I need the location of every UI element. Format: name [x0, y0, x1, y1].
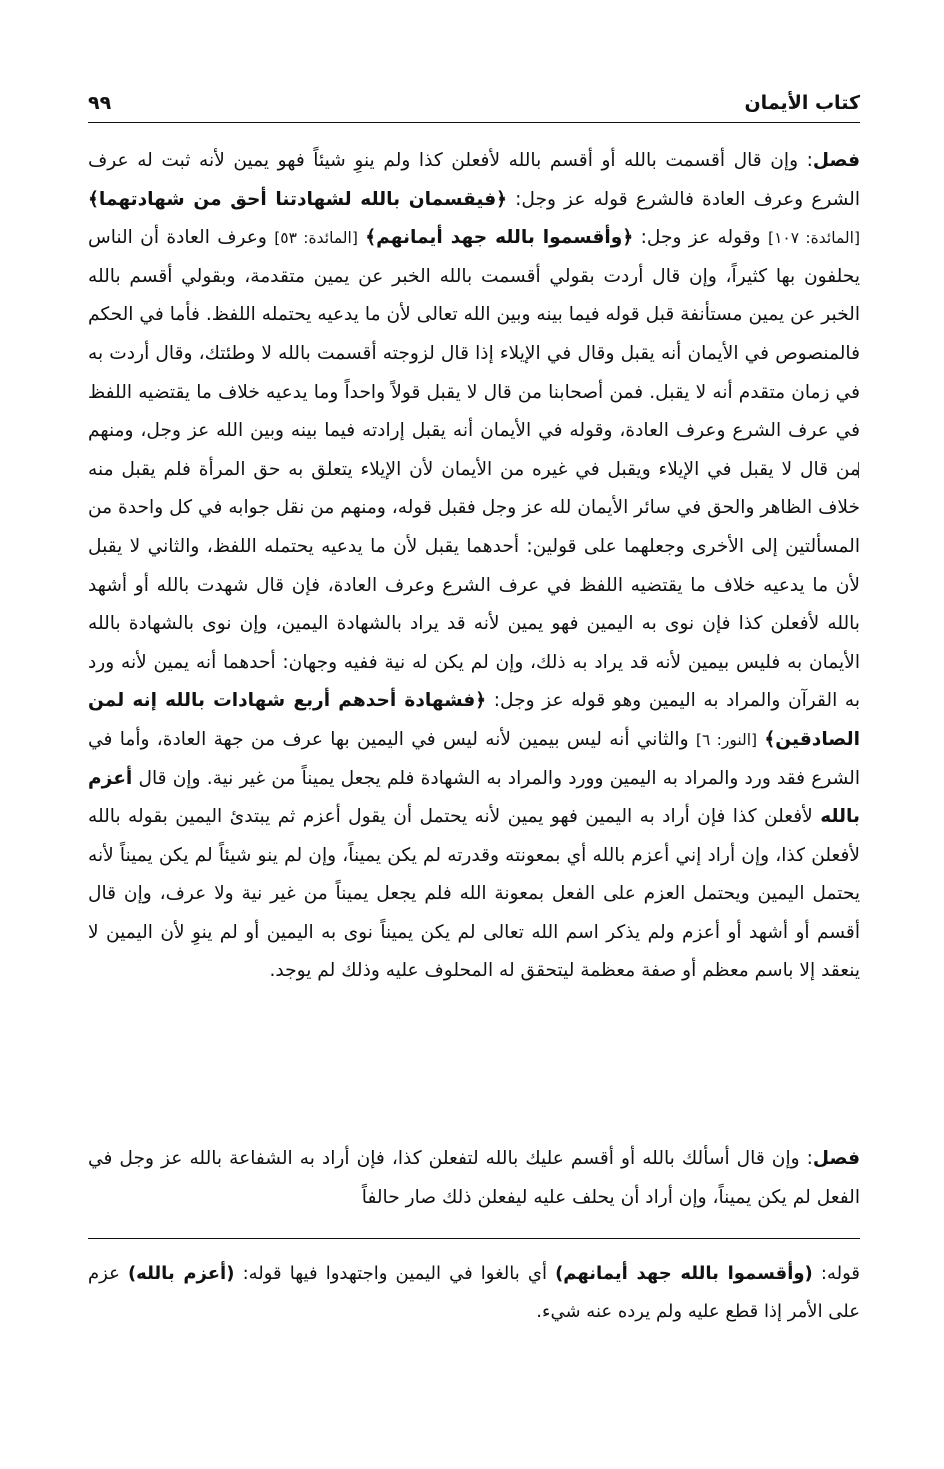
bold-term: أعزم بالله [88, 767, 860, 828]
quran-quote: ﴿وأقسموا بالله جهد أيمانهم﴾ [365, 227, 634, 249]
running-header [88, 88, 860, 123]
body-text: وقوله عز وجل: [633, 227, 768, 249]
section-1-paragraph [88, 142, 860, 991]
book-title: كتاب الأيمان [744, 92, 860, 114]
footnote-term: (أعزم بالله) [127, 1263, 235, 1284]
quran-quote: ﴿فيقسمان بالله لشهادتنا أحق من شهادتهما﴾ [88, 188, 508, 210]
body-text: وعرف العادة أن الناس يحلفون بها كثيراً، وإن قال أردت بقولي أقسمت بالله الخبر عن يمين متقدمة، وبقولي أقسم بالله الخبر عن يمين مستأنفة قبل قوله فيما بينه وبين الله تعالى لأن ما يدعيه يحتمله اللفظ. فأما في الحكم فالمنصوص في الأيمان أنه يقبل وقال في الإيلاء إذا قال لزوجته أقسمت بالله لا وطئتك، وقال أردت به في زمان متقدم أنه لا يقبل. فمن أصحابنا من قال لا يقبل قولاً واحداً وما يدعيه خلاف ما يقتضيه اللفظ في عرف الشرع وعرف العادة، وقوله في الأيمان أنه يقبل إرادته فيما بينه وبين الله عز وجل، ومنهم من قال لا يقبل في الإيلاء ويقبل في غيره من الأيمان لأن الإيلاء يتعلق به حق المرأة فلم يقبل منه خلاف الظاهر والحق في سائر الأيمان لله عز وجل فقبل قوله، ومنهم من نقل جوابه في كل واحدة من المسألتين إلى الأخرى وجعلهما على قولين: أحدهما يقبل لأن ما يدعيه يحتمله اللفظ، والثاني لا يقبل لأن ما يدعيه خلاف ما يقتضيه اللفظ في عرف الشرع وعرف العادة، فإن قال شهدت بالله أو أشهد بالله لأفعلن كذا فإن نوى به اليمين فهو يمين لأنه قد يراد بالشهادة اليمين، وإن نوى بالشهادة بالله الأيمان به فليس بيمين لأنه قد يراد به ذلك، وإن لم يكن له نية ففيه وجهان: أحدهما أنه يمين لأنه ورد به القرآن والمراد به اليمين وهو قوله عز وجل: [88, 227, 860, 712]
body-text: : وإن قال أقسمت بالله أو أقسم بالله لأفعلن كذا ولم ينوِ شيئاً فهو يمين لأنه ثبت له عرف الشرع وعرف العادة فالشرع قوله عز وجل: [88, 150, 860, 210]
page-number: ٩٩ [88, 92, 112, 114]
body-text: لأفعلن كذا فإن أراد به اليمين فهو يمين لأنه يحتمل أن يقول أعزم ثم يبتدئ اليمين بقوله بالله لأفعلن كذا، وإن أراد إني أعزم بالله أي بمعونته وقدرته لم يكن يميناً، وإن لم ينو شيئاً لم يكن يميناً لأنه يحتمل اليمين ويحتمل العزم على الفعل بمعونة الله فلم يجعل يميناً من غير نية ولا عرف، وإن قال أقسم أو أشهد أو أعزم ولم يذكر اسم الله تعالى لم يكن يميناً نوى به اليمين أو لم ينوِ لأن اليمين لا ينعقد إلا باسم معظم أو صفة معظمة ليتحقق له المحلوف عليه وذلك لم يوجد. [88, 806, 860, 982]
footnote-text: أي بالغوا في اليمين واجتهدوا فيها قوله: [234, 1263, 556, 1284]
section-label: فصل [812, 1148, 860, 1169]
body-text: والثاني أنه ليس بيمين لأنه ليس في اليمين بها عرف من جهة العادة، وأما في الشرع فقد ورد والمراد به اليمين وورد والمراد به الشهادة فلم يجعل يميناً من غير نية. وإن قال [88, 728, 860, 789]
quran-reference: [النور: ٦] [695, 730, 758, 749]
section-label: فصل [812, 150, 860, 171]
footnote-text: عزم على الأمر إذا قطع عليه ولم يرده عنه شيء. [88, 1263, 860, 1322]
quran-quote: ﴿فشهادة أحدهم أربع شهادات بالله إنه لمن الصادقين﴾ [88, 690, 860, 750]
quran-reference: [المائدة: ٥٣] [274, 229, 358, 248]
quran-reference: [المائدة: ١٠٧] [768, 229, 860, 248]
footnote-divider [88, 1238, 860, 1239]
body-text: : وإن قال أسألك بالله أو أقسم عليك بالله لتفعلن كذا، فإن أراد به الشفاعة بالله عز وجل في الفعل لم يكن يميناً، وإن أراد أن يحلف عليه ليفعلن ذلك صار حالفاً [88, 1148, 860, 1208]
footnote-term: (وأقسموا بالله جهد أيمانهم) [555, 1263, 813, 1284]
section-2-paragraph [88, 1140, 860, 1217]
footnote-lead: قوله: [812, 1263, 861, 1284]
footnote [88, 1255, 860, 1331]
